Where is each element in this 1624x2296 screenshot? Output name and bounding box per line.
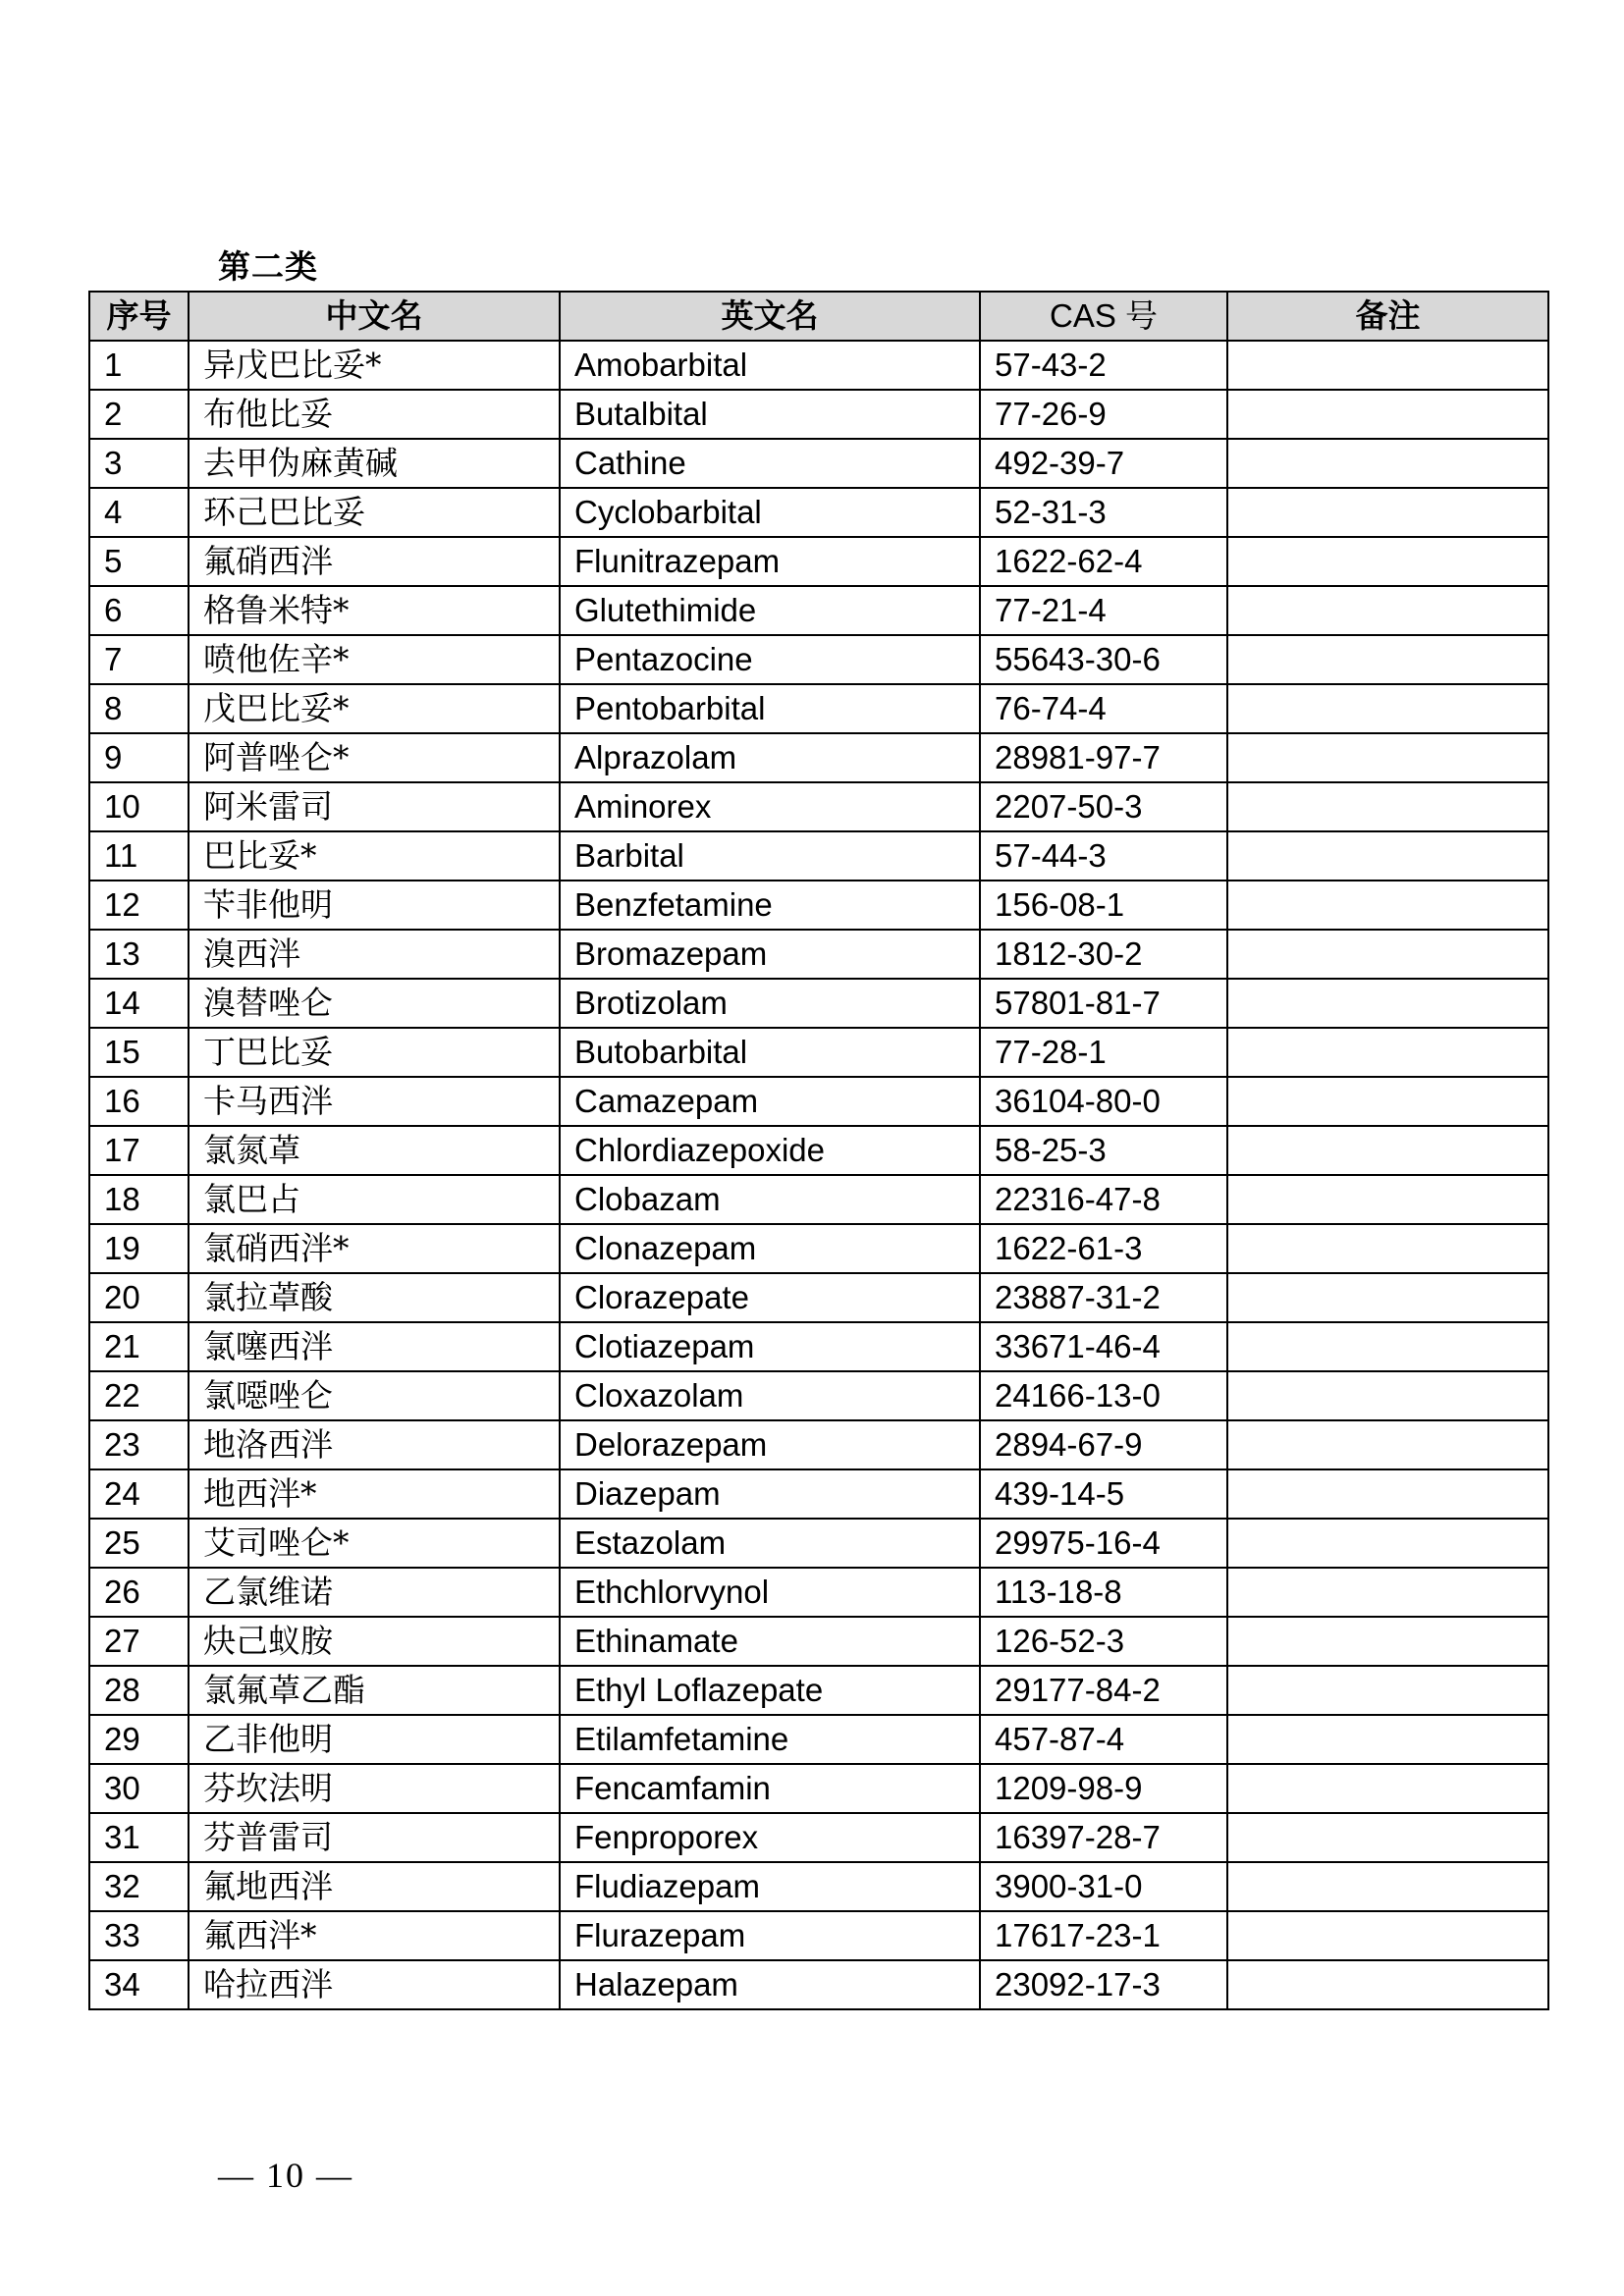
section-title: 第二类: [218, 247, 318, 286]
cell-english-name: Halazepam: [560, 1960, 980, 2009]
drug-table: [88, 291, 1549, 2010]
cell-english-name: Flurazepam: [560, 1911, 980, 1960]
cell-remarks: [1227, 1666, 1548, 1715]
cell-chinese-name: 艾司唑仑*: [189, 1519, 560, 1568]
cell-cas-number: 77-28-1: [980, 1028, 1227, 1077]
cell-serial-number: 23: [89, 1420, 189, 1469]
cell-remarks: [1227, 1911, 1548, 1960]
cell-english-name: Cyclobarbital: [560, 488, 980, 537]
cell-english-name: Ethchlorvynol: [560, 1568, 980, 1617]
cell-cas-number: 1209-98-9: [980, 1764, 1227, 1813]
cell-remarks: [1227, 488, 1548, 537]
cell-remarks: [1227, 635, 1548, 684]
cell-remarks: [1227, 586, 1548, 635]
cell-serial-number: 19: [89, 1224, 189, 1273]
cell-remarks: [1227, 1322, 1548, 1371]
cell-serial-number: 14: [89, 979, 189, 1028]
table-row: [89, 1764, 1548, 1813]
cell-chinese-name: 乙氯维诺: [189, 1568, 560, 1617]
cell-english-name: Barbital: [560, 831, 980, 881]
table-row: [89, 1322, 1548, 1371]
table-row: [89, 1568, 1548, 1617]
table-row: [89, 635, 1548, 684]
cell-remarks: [1227, 1862, 1548, 1911]
cell-cas-number: 52-31-3: [980, 488, 1227, 537]
table-row: [89, 1175, 1548, 1224]
header-serial-number: 序号: [89, 292, 189, 341]
table-row: [89, 1469, 1548, 1519]
cell-remarks: [1227, 1568, 1548, 1617]
table-row: [89, 733, 1548, 782]
table-row: [89, 488, 1548, 537]
cell-chinese-name: 格鲁米特*: [189, 586, 560, 635]
cell-chinese-name: 芬坎法明: [189, 1764, 560, 1813]
table-header-row: [89, 292, 1548, 341]
cell-remarks: [1227, 341, 1548, 390]
cell-chinese-name: 苄非他明: [189, 881, 560, 930]
cell-serial-number: 12: [89, 881, 189, 930]
header-cas-number: CAS 号: [980, 292, 1227, 341]
cell-cas-number: 1622-61-3: [980, 1224, 1227, 1273]
page-number: — 10 —: [218, 2156, 353, 2195]
table-row: [89, 1960, 1548, 2009]
cell-cas-number: 77-26-9: [980, 390, 1227, 439]
cell-chinese-name: 哈拉西泮: [189, 1960, 560, 2009]
cell-cas-number: 58-25-3: [980, 1126, 1227, 1175]
cell-english-name: Diazepam: [560, 1469, 980, 1519]
cell-cas-number: 29975-16-4: [980, 1519, 1227, 1568]
cell-cas-number: 57801-81-7: [980, 979, 1227, 1028]
cell-chinese-name: 氯拉䓬酸: [189, 1273, 560, 1322]
cell-chinese-name: 异戊巴比妥*: [189, 341, 560, 390]
cell-remarks: [1227, 1175, 1548, 1224]
cell-remarks: [1227, 1519, 1548, 1568]
table-row: [89, 930, 1548, 979]
cell-cas-number: 126-52-3: [980, 1617, 1227, 1666]
cell-remarks: [1227, 1960, 1548, 2009]
cell-chinese-name: 乙非他明: [189, 1715, 560, 1764]
cell-chinese-name: 地洛西泮: [189, 1420, 560, 1469]
cell-remarks: [1227, 979, 1548, 1028]
cell-cas-number: 57-44-3: [980, 831, 1227, 881]
cell-english-name: Clobazam: [560, 1175, 980, 1224]
cell-chinese-name: 环己巴比妥: [189, 488, 560, 537]
cell-english-name: Fenproporex: [560, 1813, 980, 1862]
cell-cas-number: 492-39-7: [980, 439, 1227, 488]
cell-remarks: [1227, 733, 1548, 782]
cell-remarks: [1227, 1764, 1548, 1813]
cell-chinese-name: 丁巴比妥: [189, 1028, 560, 1077]
cell-chinese-name: 巴比妥*: [189, 831, 560, 881]
table-row: [89, 439, 1548, 488]
cell-english-name: Fludiazepam: [560, 1862, 980, 1911]
cell-english-name: Clonazepam: [560, 1224, 980, 1273]
cell-chinese-name: 阿普唑仑*: [189, 733, 560, 782]
cell-english-name: Cathine: [560, 439, 980, 488]
table-row: [89, 1911, 1548, 1960]
cell-chinese-name: 氟西泮*: [189, 1911, 560, 1960]
cell-english-name: Clotiazepam: [560, 1322, 980, 1371]
table-row: [89, 1371, 1548, 1420]
cell-serial-number: 5: [89, 537, 189, 586]
cell-english-name: Ethinamate: [560, 1617, 980, 1666]
header-chinese-name: 中文名: [189, 292, 560, 341]
cell-cas-number: 77-21-4: [980, 586, 1227, 635]
cell-cas-number: 16397-28-7: [980, 1813, 1227, 1862]
cell-chinese-name: 氟硝西泮: [189, 537, 560, 586]
cell-serial-number: 13: [89, 930, 189, 979]
cell-serial-number: 31: [89, 1813, 189, 1862]
table-row: [89, 1273, 1548, 1322]
cell-remarks: [1227, 1077, 1548, 1126]
cell-serial-number: 2: [89, 390, 189, 439]
cell-english-name: Alprazolam: [560, 733, 980, 782]
cell-serial-number: 21: [89, 1322, 189, 1371]
cell-cas-number: 23887-31-2: [980, 1273, 1227, 1322]
cell-english-name: Delorazepam: [560, 1420, 980, 1469]
cell-cas-number: 29177-84-2: [980, 1666, 1227, 1715]
table-row: [89, 1813, 1548, 1862]
cell-cas-number: 24166-13-0: [980, 1371, 1227, 1420]
cell-remarks: [1227, 684, 1548, 733]
cell-chinese-name: 溴替唑仑: [189, 979, 560, 1028]
cell-chinese-name: 布他比妥: [189, 390, 560, 439]
cell-english-name: Butobarbital: [560, 1028, 980, 1077]
cell-remarks: [1227, 1273, 1548, 1322]
cell-serial-number: 26: [89, 1568, 189, 1617]
cell-english-name: Glutethimide: [560, 586, 980, 635]
cell-serial-number: 16: [89, 1077, 189, 1126]
cell-remarks: [1227, 1617, 1548, 1666]
cell-serial-number: 29: [89, 1715, 189, 1764]
cell-english-name: Camazepam: [560, 1077, 980, 1126]
cell-cas-number: 457-87-4: [980, 1715, 1227, 1764]
cell-serial-number: 6: [89, 586, 189, 635]
cell-chinese-name: 氟地西泮: [189, 1862, 560, 1911]
cell-remarks: [1227, 1028, 1548, 1077]
cell-cas-number: 113-18-8: [980, 1568, 1227, 1617]
table-row: [89, 1862, 1548, 1911]
cell-chinese-name: 阿米雷司: [189, 782, 560, 831]
cell-english-name: Cloxazolam: [560, 1371, 980, 1420]
cell-chinese-name: 氯氟䓬乙酯: [189, 1666, 560, 1715]
cell-chinese-name: 氯噻西泮: [189, 1322, 560, 1371]
cell-remarks: [1227, 1371, 1548, 1420]
table-row: [89, 341, 1548, 390]
table-row: [89, 1077, 1548, 1126]
cell-cas-number: 23092-17-3: [980, 1960, 1227, 2009]
cell-cas-number: 33671-46-4: [980, 1322, 1227, 1371]
cell-serial-number: 22: [89, 1371, 189, 1420]
cell-serial-number: 25: [89, 1519, 189, 1568]
cell-cas-number: 3900-31-0: [980, 1862, 1227, 1911]
table-row: [89, 1126, 1548, 1175]
cell-cas-number: 1622-62-4: [980, 537, 1227, 586]
cell-chinese-name: 氯硝西泮*: [189, 1224, 560, 1273]
cell-remarks: [1227, 831, 1548, 881]
cell-english-name: Brotizolam: [560, 979, 980, 1028]
cell-serial-number: 9: [89, 733, 189, 782]
header-remarks: 备注: [1227, 292, 1548, 341]
cell-cas-number: 28981-97-7: [980, 733, 1227, 782]
cell-serial-number: 11: [89, 831, 189, 881]
cell-serial-number: 7: [89, 635, 189, 684]
table-row: [89, 1715, 1548, 1764]
table-row: [89, 390, 1548, 439]
cell-remarks: [1227, 930, 1548, 979]
table-row: [89, 1519, 1548, 1568]
cell-english-name: Pentobarbital: [560, 684, 980, 733]
cell-english-name: Etilamfetamine: [560, 1715, 980, 1764]
table-row: [89, 782, 1548, 831]
cell-remarks: [1227, 1420, 1548, 1469]
cell-serial-number: 32: [89, 1862, 189, 1911]
cell-english-name: Pentazocine: [560, 635, 980, 684]
cell-chinese-name: 地西泮*: [189, 1469, 560, 1519]
cell-chinese-name: 氯噁唑仑: [189, 1371, 560, 1420]
cell-serial-number: 33: [89, 1911, 189, 1960]
cell-cas-number: 439-14-5: [980, 1469, 1227, 1519]
cell-english-name: Clorazepate: [560, 1273, 980, 1322]
cell-remarks: [1227, 1715, 1548, 1764]
cell-cas-number: 36104-80-0: [980, 1077, 1227, 1126]
table-row: [89, 979, 1548, 1028]
cell-serial-number: 27: [89, 1617, 189, 1666]
cell-remarks: [1227, 439, 1548, 488]
cell-remarks: [1227, 1813, 1548, 1862]
cell-cas-number: 57-43-2: [980, 341, 1227, 390]
cell-serial-number: 10: [89, 782, 189, 831]
cell-cas-number: 2207-50-3: [980, 782, 1227, 831]
cell-serial-number: 20: [89, 1273, 189, 1322]
cell-serial-number: 24: [89, 1469, 189, 1519]
table-row: [89, 1420, 1548, 1469]
cell-chinese-name: 卡马西泮: [189, 1077, 560, 1126]
cell-cas-number: 156-08-1: [980, 881, 1227, 930]
cell-cas-number: 2894-67-9: [980, 1420, 1227, 1469]
cell-chinese-name: 芬普雷司: [189, 1813, 560, 1862]
cell-english-name: Butalbital: [560, 390, 980, 439]
header-english-name: 英文名: [560, 292, 980, 341]
cell-serial-number: 3: [89, 439, 189, 488]
cell-chinese-name: 戊巴比妥*: [189, 684, 560, 733]
cell-remarks: [1227, 1126, 1548, 1175]
table-row: [89, 1617, 1548, 1666]
cell-english-name: Fencamfamin: [560, 1764, 980, 1813]
cell-english-name: Ethyl Loflazepate: [560, 1666, 980, 1715]
cell-chinese-name: 去甲伪麻黄碱: [189, 439, 560, 488]
cell-serial-number: 1: [89, 341, 189, 390]
cell-chinese-name: 炔己蚁胺: [189, 1617, 560, 1666]
cell-remarks: [1227, 537, 1548, 586]
cell-serial-number: 18: [89, 1175, 189, 1224]
table-row: [89, 881, 1548, 930]
cell-serial-number: 15: [89, 1028, 189, 1077]
table-row: [89, 1028, 1548, 1077]
cell-cas-number: 76-74-4: [980, 684, 1227, 733]
cell-english-name: Amobarbital: [560, 341, 980, 390]
cell-cas-number: 22316-47-8: [980, 1175, 1227, 1224]
cell-remarks: [1227, 881, 1548, 930]
cell-chinese-name: 喷他佐辛*: [189, 635, 560, 684]
table-row: [89, 1224, 1548, 1273]
cell-english-name: Flunitrazepam: [560, 537, 980, 586]
cell-english-name: Bromazepam: [560, 930, 980, 979]
cell-serial-number: 17: [89, 1126, 189, 1175]
cell-serial-number: 4: [89, 488, 189, 537]
cell-chinese-name: 溴西泮: [189, 930, 560, 979]
cell-english-name: Aminorex: [560, 782, 980, 831]
cell-remarks: [1227, 390, 1548, 439]
cell-serial-number: 34: [89, 1960, 189, 2009]
cell-english-name: Estazolam: [560, 1519, 980, 1568]
table-body: [89, 341, 1548, 2009]
cell-serial-number: 28: [89, 1666, 189, 1715]
table-row: [89, 586, 1548, 635]
table-row: [89, 537, 1548, 586]
cell-english-name: Chlordiazepoxide: [560, 1126, 980, 1175]
cell-cas-number: 55643-30-6: [980, 635, 1227, 684]
cell-serial-number: 30: [89, 1764, 189, 1813]
cell-serial-number: 8: [89, 684, 189, 733]
cell-remarks: [1227, 782, 1548, 831]
cell-cas-number: 17617-23-1: [980, 1911, 1227, 1960]
cell-remarks: [1227, 1224, 1548, 1273]
cell-cas-number: 1812-30-2: [980, 930, 1227, 979]
table-row: [89, 1666, 1548, 1715]
table-row: [89, 831, 1548, 881]
table-row: [89, 684, 1548, 733]
cell-english-name: Benzfetamine: [560, 881, 980, 930]
cell-chinese-name: 氯巴占: [189, 1175, 560, 1224]
cell-remarks: [1227, 1469, 1548, 1519]
cell-chinese-name: 氯氮䓬: [189, 1126, 560, 1175]
